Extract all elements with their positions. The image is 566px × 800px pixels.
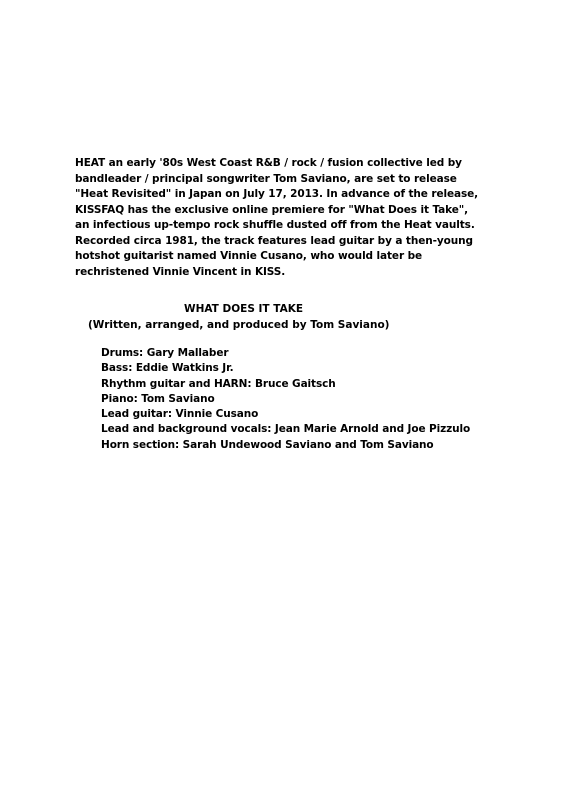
personnel-item-drums: Drums: Gary Mallaber xyxy=(101,347,229,359)
intro-line: HEAT an early '80s West Coast R&B / rock / fusion collective led by xyxy=(75,157,462,169)
intro-line: an infectious up-tempo rock shuffle dusted off from the Heat vaults. xyxy=(75,219,475,231)
intro-line: rechristened Vinnie Vincent in KISS. xyxy=(75,265,286,278)
personnel-item-lead-guitar: Lead guitar: Vinnie Cusano xyxy=(101,408,259,421)
song-title: WHAT DOES IT TAKE xyxy=(184,303,304,315)
personnel-item-rhythm-guitar: Rhythm guitar and HARN: Bruce Gaitsch xyxy=(101,377,336,390)
intro-line: bandleader / principal songwriter Tom Saviano, are set to release xyxy=(75,172,457,185)
credits-note: (Written, arranged, and produced by Tom Saviano) xyxy=(88,319,390,331)
intro-line: "Heat Revisited" in Japan on July 17, 2013. In advance of the release, xyxy=(75,188,479,200)
intro-paragraph xyxy=(75,156,495,280)
personnel-item-piano: Piano: Tom Saviano xyxy=(101,392,215,405)
personnel-item-vocals: Lead and background vocals: Jean Marie Arnold and Joe Pizzulo xyxy=(101,423,471,436)
intro-line: hotshot guitarist named Vinnie Cusano, who would later be xyxy=(75,250,423,262)
intro-line: KISSFAQ has the exclusive online premiere for "What Does it Take", xyxy=(75,203,469,216)
personnel-item-bass: Bass: Eddie Watkins Jr. xyxy=(101,362,234,375)
intro-line: Recorded circa 1981, the track features lead guitar by a then-young xyxy=(75,234,473,247)
personnel-item-horn-section: Horn section: Sarah Undewood Saviano and Tom Saviano xyxy=(101,438,434,451)
personnel-list xyxy=(101,346,470,453)
